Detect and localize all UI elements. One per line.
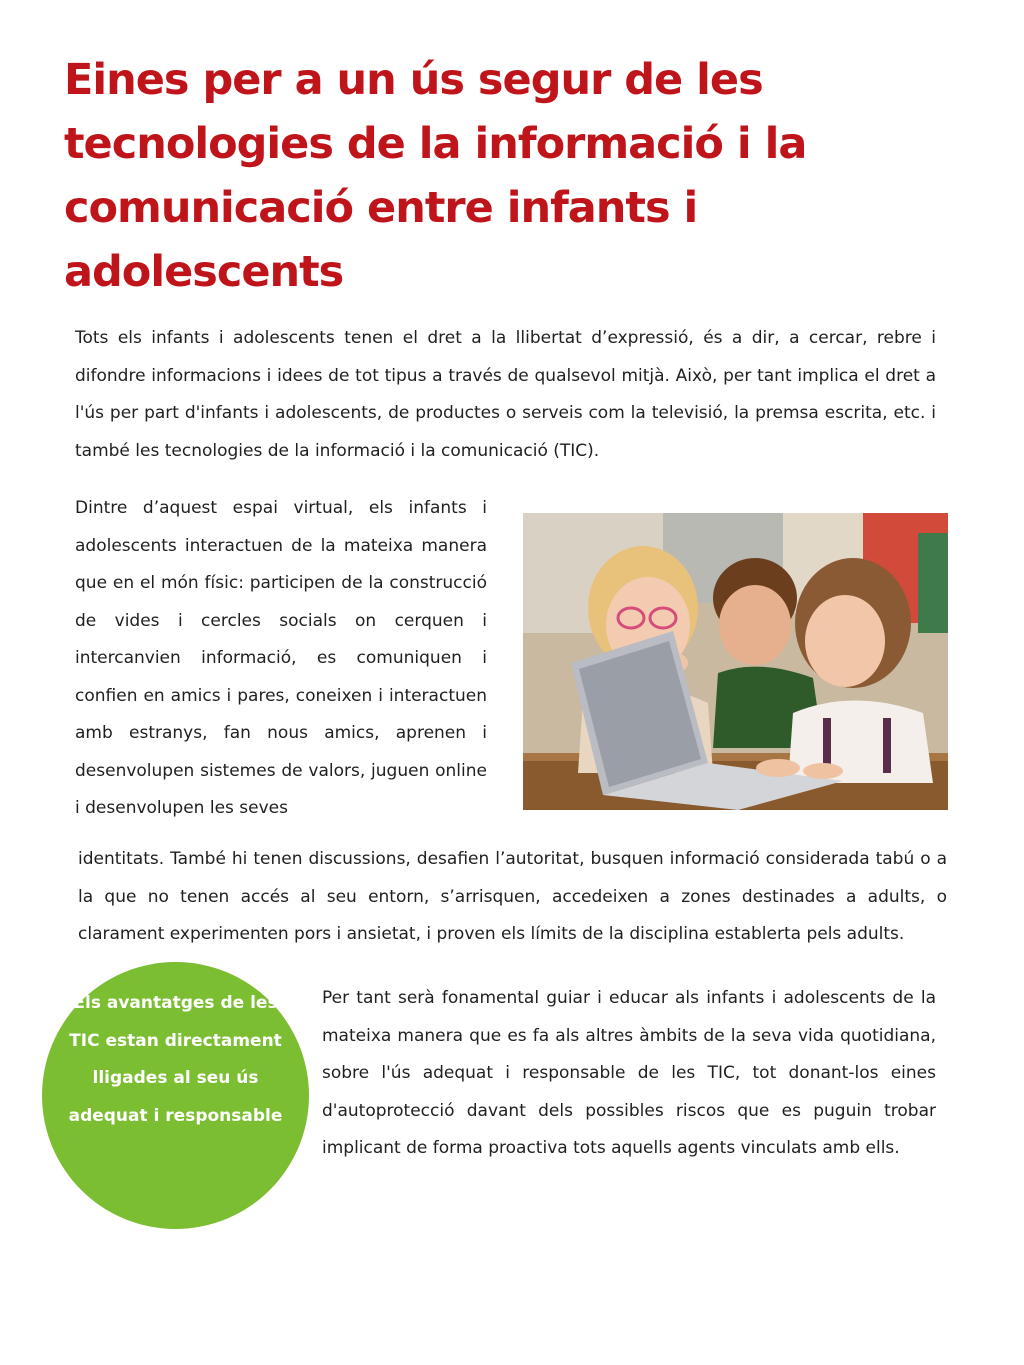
children-laptop-photo	[523, 513, 948, 810]
virtual-space-paragraph: Dintre d’aquest espai virtual, els infants i adolescents interactuen de la mateixa manera que en el món físic: participen de la construcció de vides i cercles socials on cerquen i intercanvien informació, es comuniquen i confien en amics i pares, coneixen i interactuen amb estranys, fan nous amics, aprenen i desenvolupen sistemes de valors, juguen online i desenvolupen les seves	[75, 498, 487, 818]
conclusion-paragraph: Per tant serà fonamental guiar i educar als infants i adolescents de la mateixa manera que es fa als altres àmbits de la seva vida quotidiana, sobre l'ús adequat i responsable de les TIC, tot donant-los eines d'autoprotecció davant dels possibles riscos que es puguin trobar implicant de forma proactiva tots aquells agents vinculats amb ells.	[322, 988, 936, 1158]
intro-paragraph: Tots els infants i adolescents tenen el dret a la llibertat d’expressió, és a dir, a cercar, rebre i difondre informacions i idees de tot tipus a través de qualsevol mitjà. Això, per tant implica el dret a l'ús per part d'infants i adolescents, de productes o serveis com la televisió, la premsa escrita, etc. i també les tecnologies de la informació i la comunicació (TIC).	[75, 328, 936, 461]
callout-text: Els avantatges de les TIC estan directament lligades al seu ús adequat i responsable	[68, 993, 283, 1126]
continuation-paragraph: identitats. També hi tenen discussions, desafien l’autoritat, busquen informació considerada tabú o a la que no tenen accés al seu entorn, s’arrisquen, accedeixen a zones destinades a adults, o clarament experimenten pors i ansietat, i proven els límits de la disciplina establerta pels adults.	[78, 849, 947, 944]
page-title: Eines per a un ús segur de les tecnologies de la informació i la comunicació entre infants i adolescents	[64, 55, 807, 297]
